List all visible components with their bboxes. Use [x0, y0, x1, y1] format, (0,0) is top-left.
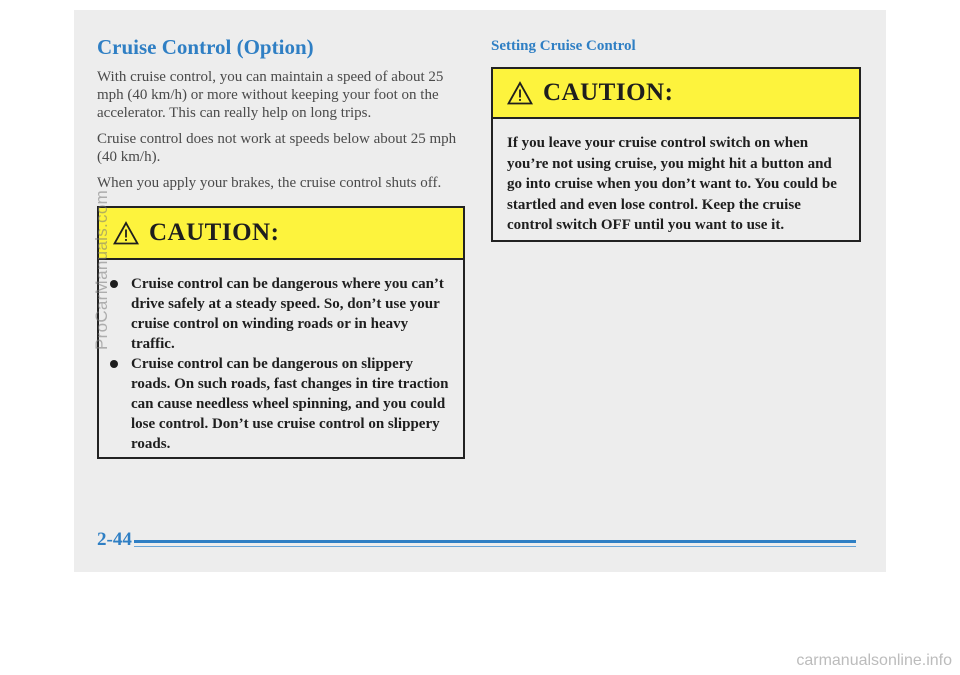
subsection-title: Setting Cruise Control	[491, 38, 636, 54]
caution-heading: CAUTION:	[543, 79, 674, 106]
caution-body	[493, 119, 859, 246]
section-title: Cruise Control (Option)	[97, 35, 314, 59]
side-watermark: ProCarManuals.com	[92, 189, 111, 350]
footer-rule-thin	[134, 546, 856, 547]
warning-triangle-icon	[507, 81, 533, 105]
page-number: 2-44	[97, 529, 132, 550]
bottom-watermark: carmanualsonline.info	[796, 652, 952, 669]
warning-triangle-icon	[113, 221, 139, 245]
intro-paragraph: With cruise control, you can maintain a speed of about 25 mph (40 km/h) or more without keeping your foot on the accelerator. This can really help on long trips.	[97, 69, 444, 121]
caution-body	[99, 260, 463, 466]
caution-header	[493, 69, 859, 119]
brake-paragraph: When you apply your brakes, the cruise control shuts off.	[97, 175, 442, 191]
left-column	[97, 34, 465, 459]
right-column	[491, 34, 861, 242]
caution-text: If you leave your cruise control switch on when you’re not using cruise, you might hit a button and go into cruise when you don’t want to. You could be startled and even lose control. Keep the cruise control switch OFF until you want to use it.	[507, 135, 837, 233]
caution-box-right	[491, 67, 861, 242]
caution-header	[99, 208, 463, 260]
caution-bullet: Cruise control can be dangerous where you can’t drive safely at a steady speed. So, don’t use your cruise control on winding roads or in heavy traffic.	[131, 274, 449, 354]
caution-box-left	[97, 206, 465, 459]
caution-heading: CAUTION:	[149, 219, 280, 246]
speed-limit-paragraph: Cruise control does not work at speeds below about 25 mph (40 km/h).	[97, 131, 457, 165]
footer-rule	[134, 540, 856, 543]
caution-bullet: Cruise control can be dangerous on slippery roads. On such roads, fast changes in tire traction can cause needless wheel spinning, and you could lose control. Don’t use cruise control on slippery roads.	[131, 354, 449, 454]
bullet-dot-icon	[110, 360, 118, 368]
